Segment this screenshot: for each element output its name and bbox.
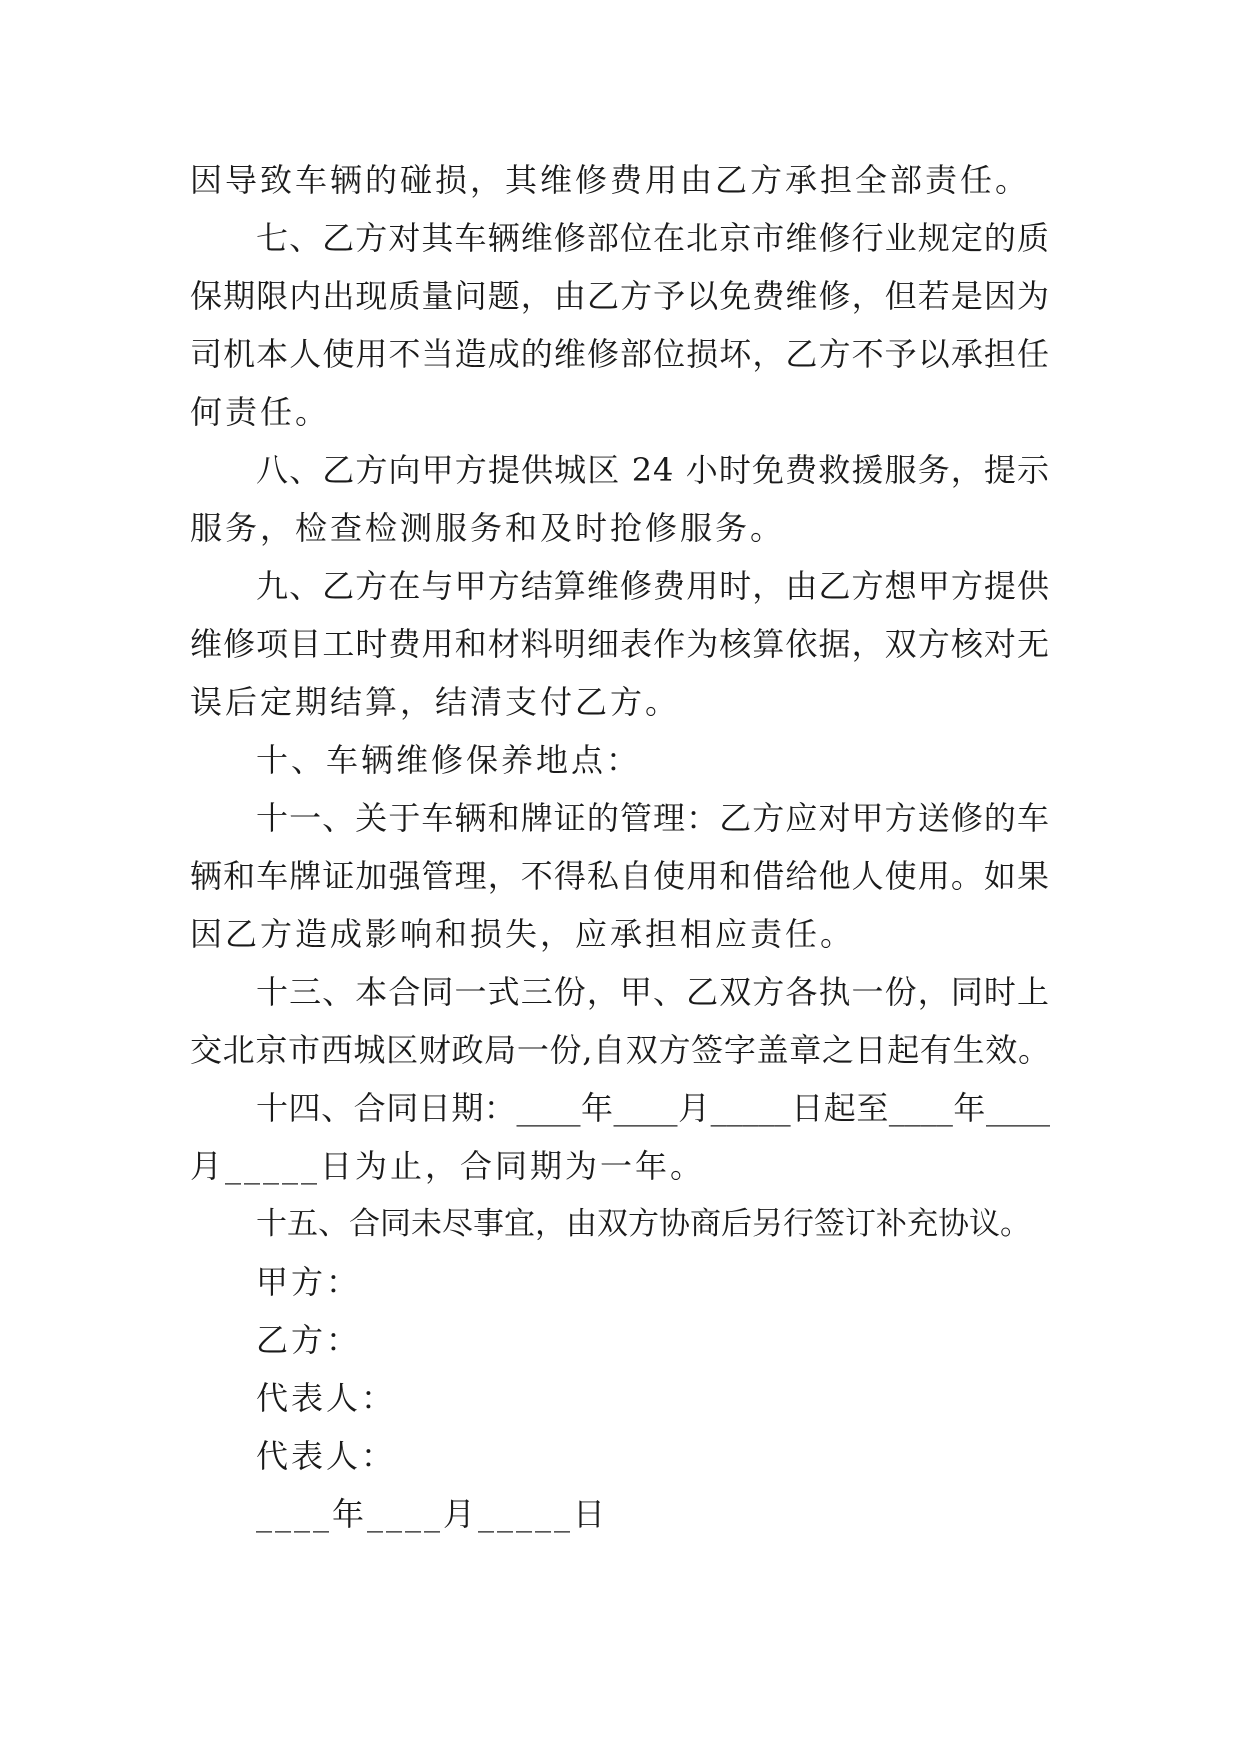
representative-line: 代表人：: [256, 1379, 397, 1417]
paragraph-line: 司机本人使用不当造成的维修部位损坏，乙方不予以承担任: [190, 335, 1050, 373]
signing-date-line: ____年____月_____日: [256, 1495, 609, 1533]
paragraph-line: 交北京市西城区财政局一份,自双方签字盖章之日起有生效。: [190, 1031, 1050, 1069]
paragraph-line: 何责任。: [190, 393, 331, 431]
document-body: [190, 151, 1050, 1543]
representative-line: 代表人：: [256, 1437, 397, 1475]
paragraph-line: 辆和车牌证加强管理，不得私自使用和借给他人使用。如果: [190, 857, 1050, 895]
paragraph-line: 保期限内出现质量问题，由乙方予以免费维修，但若是因为: [190, 277, 1050, 315]
clause-ten-line: 十、车辆维修保养地点：: [256, 741, 642, 779]
paragraph-line: 因导致车辆的碰损，其维修费用由乙方承担全部责任。: [190, 161, 1031, 199]
clause-fifteen-line: 十五、合同未尽事宜，由双方协商后另行签订补充协议。: [256, 1206, 1031, 1242]
party-a-signature-line: 甲方：: [256, 1263, 362, 1301]
paragraph-line: 因乙方造成影响和损失，应承担相应责任。: [190, 915, 856, 953]
clause-eleven-line: 十一、关于车辆和牌证的管理：乙方应对甲方送修的车: [256, 799, 1050, 837]
paragraph-line: 维修项目工时费用和材料明细表作为核算依据，双方核对无: [190, 625, 1050, 663]
paragraph-line: 月_____日为止，合同期为一年。: [190, 1147, 706, 1185]
paragraph-line: 服务，检查检测服务和及时抢修服务。: [190, 509, 786, 547]
clause-fourteen-line: 十四、合同日期：____年____月_____日起至____年____: [256, 1089, 1050, 1127]
party-b-signature-line: 乙方：: [256, 1321, 362, 1359]
clause-eight-line: 八、乙方向甲方提供城区 24 小时免费救援服务，提示: [256, 451, 1050, 489]
clause-thirteen-line: 十三、本合同一式三份，甲、乙双方各执一份，同时上: [256, 973, 1050, 1011]
clause-seven-line: 七、乙方对其车辆维修部位在北京市维修行业规定的质: [256, 219, 1050, 257]
paragraph-line: 误后定期结算，结清支付乙方。: [190, 683, 681, 721]
clause-nine-line: 九、乙方在与甲方结算维修费用时，由乙方想甲方提供: [256, 567, 1050, 605]
